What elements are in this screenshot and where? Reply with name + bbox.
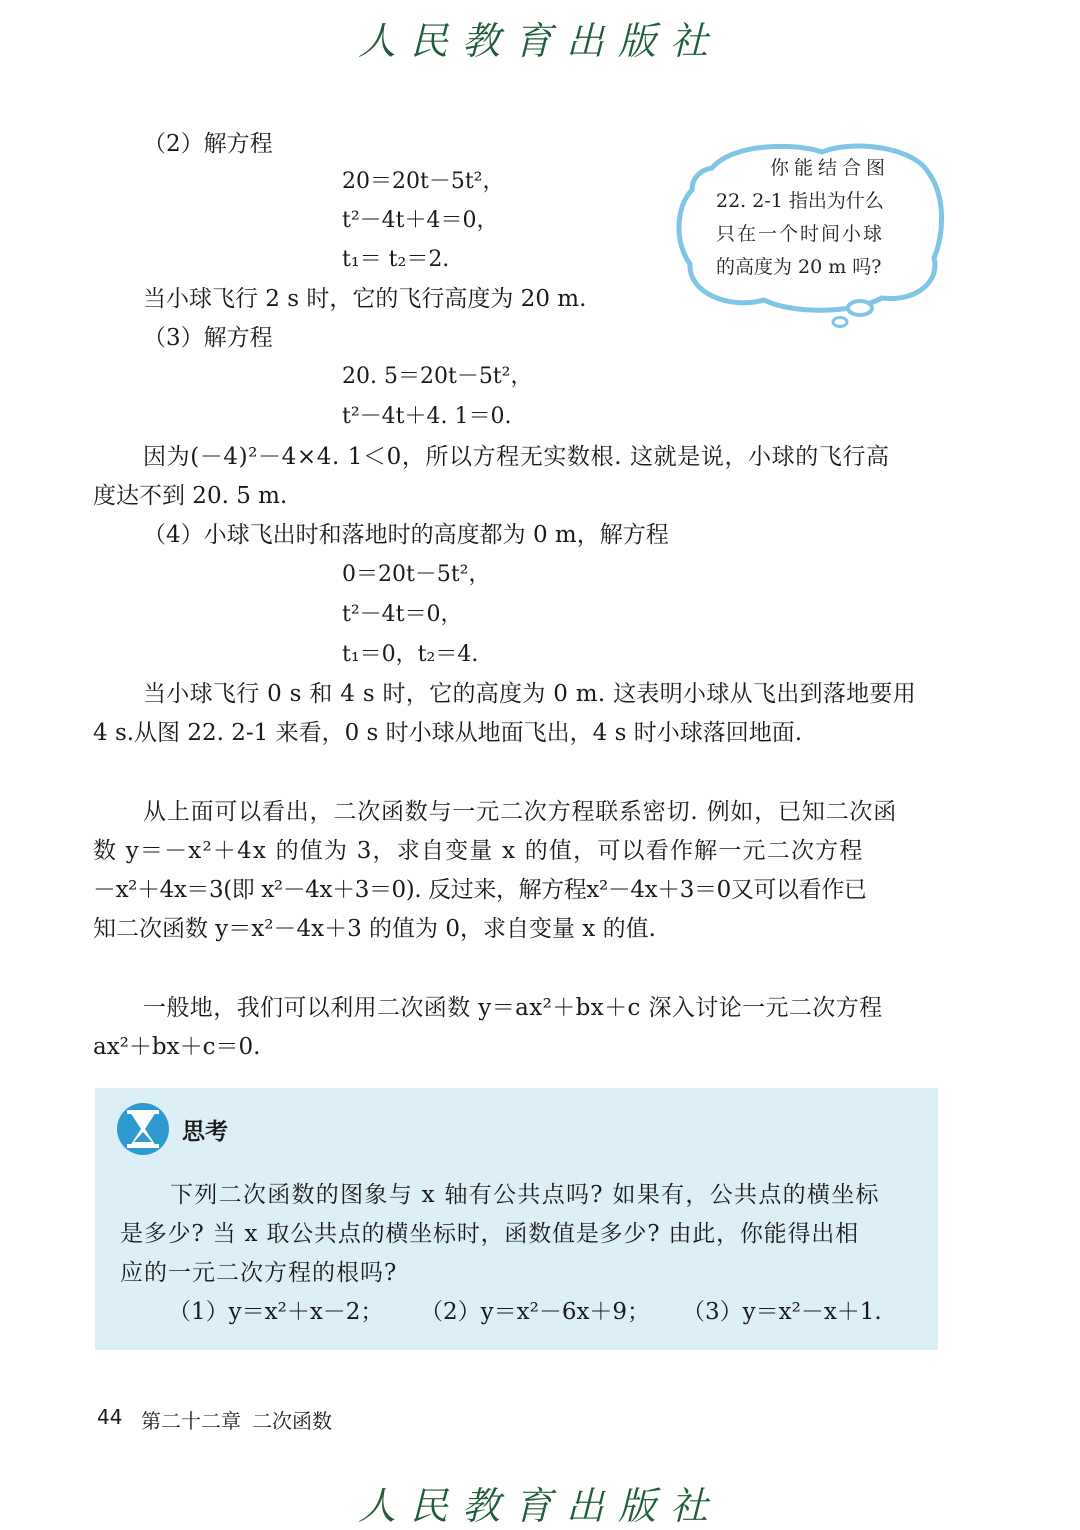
part4-label: （4）小球飞出时和落地时的高度都为 0 m，解方程 bbox=[143, 522, 669, 548]
para2-line1: 一般地，我们可以利用二次函数 y＝ax²＋bx＋c 深入讨论一元二次方程 bbox=[143, 995, 883, 1021]
part4-text-line1: 当小球飞行 0 s 和 4 s 时，它的高度为 0 m. 这表明小球从飞出到落地要用 bbox=[143, 681, 917, 707]
part2-eq1: 20＝20t－5t²， bbox=[342, 169, 505, 194]
page-number: 44 bbox=[97, 1405, 123, 1429]
chapter-title: 二次函数 bbox=[252, 1409, 332, 1433]
part4-eq2: t²－4t＝0， bbox=[342, 602, 463, 627]
think-item3: （3）y＝x²－x＋1. bbox=[682, 1299, 882, 1325]
part4-eq1: 0＝20t－5t²， bbox=[342, 562, 491, 587]
publisher-logo-top: 人民教育出版社 bbox=[357, 19, 722, 63]
publisher-logo-bottom: 人民教育出版社 bbox=[357, 1484, 722, 1528]
think-line1: 下列二次函数的图象与 x 轴有公共点吗? 如果有，公共点的横坐标 bbox=[170, 1182, 880, 1208]
hourglass-icon bbox=[116, 1102, 170, 1156]
think-line2: 是多少? 当 x 取公共点的横坐标时，函数值是多少? 由此，你能得出相 bbox=[120, 1221, 859, 1247]
think-item2: （2）y＝x²－6x＋9； bbox=[420, 1299, 651, 1325]
bubble-line4: 的高度为 20 m 吗? bbox=[716, 256, 882, 278]
bubble-line1: 你能结合图 bbox=[770, 157, 891, 179]
part3-label: （3）解方程 bbox=[143, 325, 273, 351]
part2-label: （2）解方程 bbox=[143, 131, 273, 157]
bubble-line3: 只在一个时间小球 bbox=[716, 223, 885, 245]
chapter-number: 第二十二章 bbox=[141, 1409, 241, 1433]
think-title: 思考 bbox=[182, 1119, 228, 1145]
part3-eq1: 20. 5＝20t－5t²， bbox=[342, 364, 533, 389]
para1-line4: 知二次函数 y＝x²－4x＋3 的值为 0，求自变量 x 的值. bbox=[93, 916, 656, 942]
bubble-line2: 22. 2-1 指出为什么 bbox=[716, 190, 884, 212]
think-item1: （1）y＝x²＋x－2； bbox=[168, 1299, 384, 1325]
para2-line2: ax²＋bx＋c＝0. bbox=[93, 1034, 261, 1060]
part2-conclusion: 当小球飞行 2 s 时，它的飞行高度为 20 m. bbox=[143, 286, 587, 312]
part2-eq2: t²－4t＋4＝0， bbox=[342, 208, 499, 233]
part3-text-line1: 因为(－4)²－4×4. 1＜0，所以方程无实数根. 这就是说，小球的飞行高 bbox=[143, 444, 890, 470]
para1-line1: 从上面可以看出，二次函数与一元二次方程联系密切. 例如，已知二次函 bbox=[143, 799, 898, 825]
part2-eq3: t₁＝ t₂＝2. bbox=[342, 247, 450, 272]
part4-text-line2: 4 s.从图 22. 2-1 来看，0 s 时小球从地面飞出，4 s 时小球落回地面. bbox=[93, 720, 803, 746]
part3-text-line2: 度达不到 20. 5 m. bbox=[93, 483, 288, 509]
part3-eq2: t²－4t＋4. 1＝0. bbox=[342, 404, 512, 429]
part4-eq3: t₁＝0，t₂＝4. bbox=[342, 642, 479, 667]
think-line3: 应的一元二次方程的根吗? bbox=[120, 1260, 398, 1286]
para1-line3: －x²＋4x＝3(即 x²－4x＋3＝0). 反过来，解方程x²－4x＋3＝0又可以看作已 bbox=[93, 877, 867, 903]
para1-line2: 数 y＝－x²＋4x 的值为 3，求自变量 x 的值，可以看作解一元二次方程 bbox=[93, 838, 864, 864]
